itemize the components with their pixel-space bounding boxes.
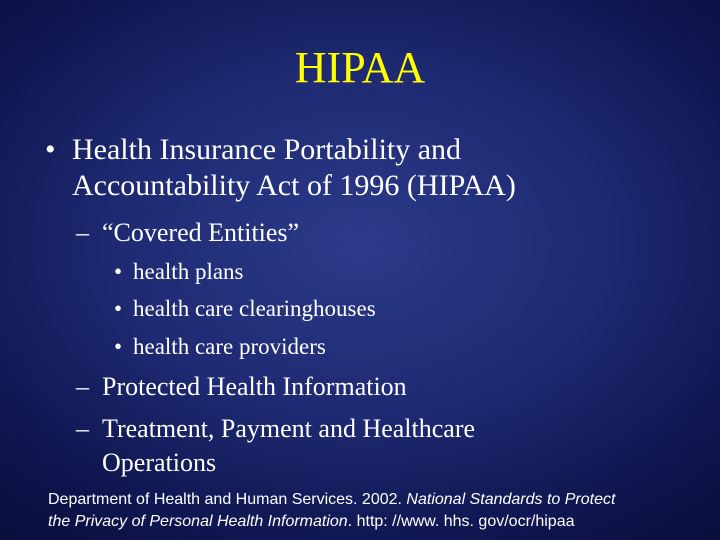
- list-item-marker: •: [114, 259, 123, 284]
- bullet-marker: •: [45, 133, 56, 166]
- sub-bullet-tpo-line1: Treatment, Payment and Healthcare: [102, 414, 476, 443]
- sub-bullet-tpo-line2: Operations: [102, 448, 217, 477]
- sub-bullet-marker: –: [76, 414, 89, 443]
- list-item-marker: •: [114, 296, 123, 321]
- citation-author: Department of Health and Human Services. 2002.: [48, 491, 407, 508]
- list-item-health-plans: health plans: [133, 259, 244, 284]
- citation-url: . http: //www. hhs. gov/ocr/hipaa: [347, 513, 575, 530]
- bullet-text-line2: Accountability Act of 1996 (HIPAA): [72, 169, 516, 202]
- slide-title: HIPAA: [294, 43, 426, 92]
- list-item-providers: health care providers: [133, 334, 326, 359]
- sub-bullet-phi: Protected Health Information: [102, 372, 407, 401]
- bullet-text-line1: Health Insurance Portability and: [72, 133, 462, 166]
- list-item-marker: •: [114, 334, 123, 359]
- citation: [48, 489, 708, 533]
- list-item-clearinghouses: health care clearinghouses: [133, 296, 376, 321]
- sub-bullet-covered-entities: “Covered Entities”: [102, 218, 300, 247]
- citation-title-1: National Standards to Protect: [406, 491, 616, 508]
- citation-title-2: the Privacy of Personal Health Information: [48, 513, 348, 530]
- sub-bullet-marker: –: [76, 372, 89, 401]
- sub-bullet-marker: –: [76, 218, 89, 247]
